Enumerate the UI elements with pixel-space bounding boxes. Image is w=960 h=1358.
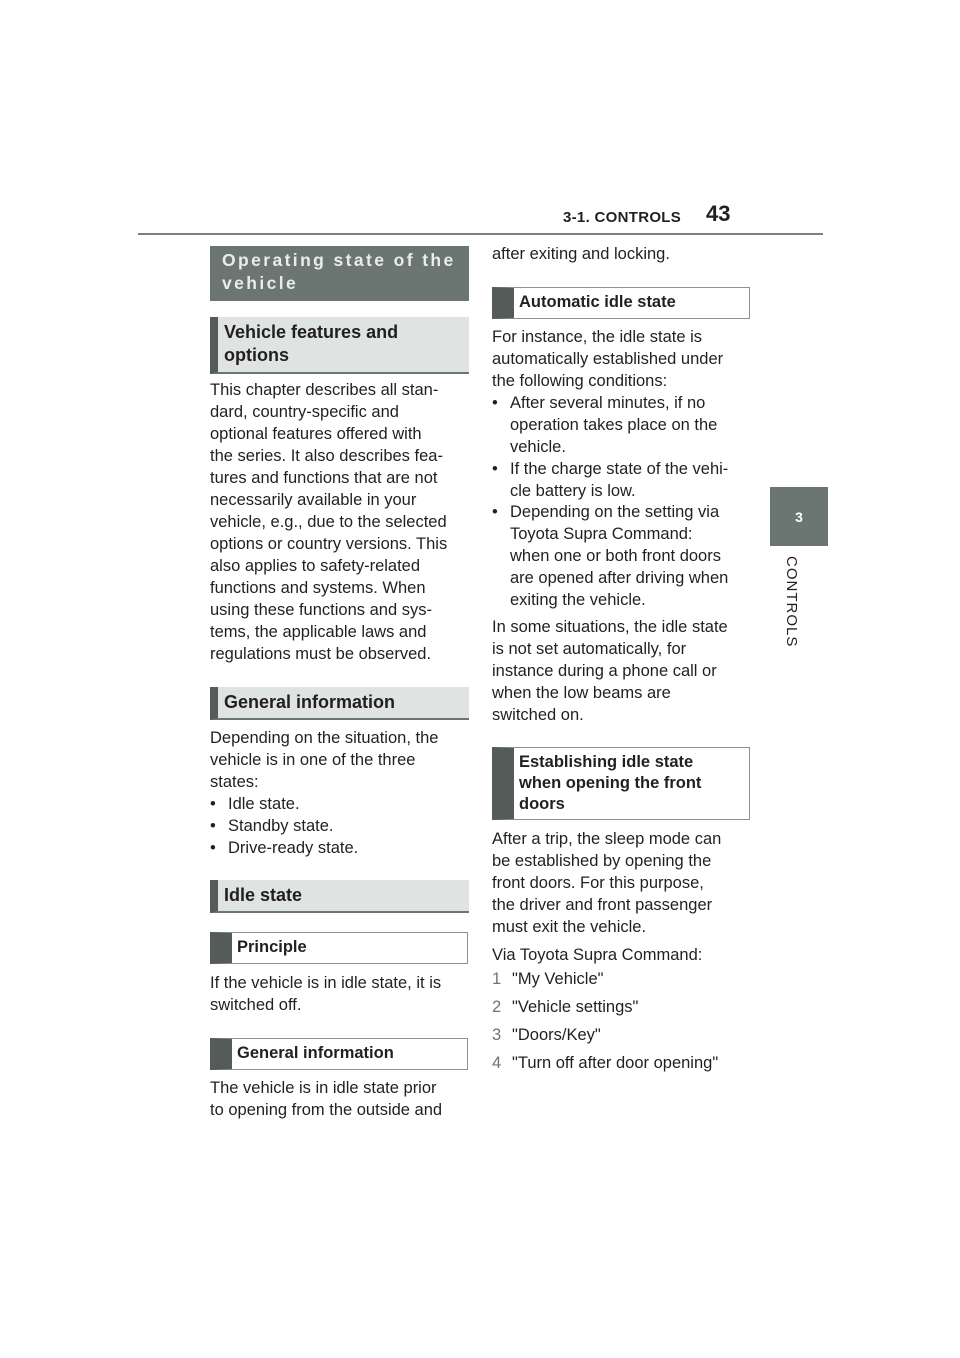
- body-line: states:: [210, 773, 259, 791]
- body-line: optional features offered with: [210, 425, 422, 443]
- step-text: "Vehicle settings": [512, 998, 639, 1016]
- chapter-tab[interactable]: [770, 487, 828, 546]
- step-item: [492, 997, 638, 1019]
- body-line: also applies to safety-related: [210, 557, 421, 575]
- subheading-general-information: General information: [210, 1038, 468, 1070]
- body-line: switched off.: [210, 996, 302, 1014]
- chapter-tab-label: CONTROLS: [783, 556, 800, 648]
- body-line: dard, country-specific and: [210, 403, 399, 421]
- body-line: options or country versions. This: [210, 535, 448, 553]
- list-item: • After several minutes, if no operation takes place on the vehicle.: [492, 394, 718, 456]
- body-line: must exit the vehicle.: [492, 918, 647, 936]
- list-item: • If the charge state of the vehi- cle battery is low.: [492, 460, 729, 500]
- body-line: instance during a phone call or: [492, 662, 717, 680]
- body-line: tems, the applicable laws and: [210, 623, 427, 641]
- step-number: 3: [492, 1026, 502, 1044]
- step-item: [492, 1025, 601, 1047]
- body-line: vehicle, e.g., due to the selected: [210, 513, 447, 531]
- chapter-tab-number: 3: [795, 508, 803, 525]
- header-divider: [138, 233, 823, 235]
- step-number: 2: [492, 998, 502, 1016]
- body-line: After a trip, the sleep mode can: [492, 830, 722, 848]
- step-text: "My Vehicle": [512, 970, 604, 988]
- subheading-principle: Principle: [210, 932, 468, 964]
- body-line: necessarily available in your: [210, 491, 417, 509]
- body-line: In some situations, the idle state: [492, 618, 728, 636]
- subheading-line: Establishing idle state: [519, 753, 694, 771]
- body-line: be established by opening the: [492, 852, 712, 870]
- list-item: • Standby state.: [210, 817, 334, 835]
- subheading-line: doors: [519, 795, 565, 813]
- section-heading-general-information: General information: [210, 687, 469, 720]
- body-line: to opening from the outside and: [210, 1101, 443, 1119]
- body-line: when the low beams are: [492, 684, 671, 702]
- list-item: • Depending on the setting via Toyota Supra Command: when one or both front doors are opened after driving when exiting the vehicle.: [492, 503, 729, 609]
- body-line: This chapter describes all stan-: [210, 381, 439, 399]
- body-line: the following conditions:: [492, 372, 668, 390]
- body-line: is not set automatically, for: [492, 640, 687, 658]
- list-item: • Idle state.: [210, 795, 300, 813]
- body-line: vehicle is in one of the three: [210, 751, 416, 769]
- body-line: the driver and front passenger: [492, 896, 713, 914]
- subheading-automatic-idle-state: Automatic idle state: [492, 287, 750, 319]
- body-line: front doors. For this purpose,: [492, 874, 704, 892]
- step-item: [492, 969, 604, 991]
- step-number: 4: [492, 1054, 502, 1072]
- body-line: tures and functions that are not: [210, 469, 438, 487]
- subheading-establishing-idle-state: [492, 747, 750, 820]
- step-text: "Doors/Key": [512, 1026, 601, 1044]
- body-line: regulations must be observed.: [210, 645, 432, 663]
- body-line: the series. It also describes fea-: [210, 447, 443, 465]
- body-line: If the vehicle is in idle state, it is: [210, 974, 442, 992]
- body-line: Depending on the situation, the: [210, 729, 439, 747]
- running-header-section: 3-1. CONTROLS: [563, 209, 682, 226]
- list-item: • Drive-ready state.: [210, 839, 359, 857]
- body-line: after exiting and locking.: [492, 245, 670, 263]
- body-line: using these functions and sys-: [210, 601, 432, 619]
- subheading-line: when opening the front: [519, 774, 702, 792]
- body-line: automatically established under: [492, 350, 724, 368]
- step-text: "Turn off after door opening": [512, 1054, 719, 1072]
- step-number: 1: [492, 970, 502, 988]
- section-heading-vehicle-features: Vehicle features and options: [210, 317, 469, 374]
- body-line: The vehicle is in idle state prior: [210, 1079, 437, 1097]
- chapter-title: Operating state of the vehicle: [210, 246, 469, 301]
- page-number: 43: [706, 201, 731, 226]
- body-line: Via Toyota Supra Command:: [492, 946, 703, 964]
- body-line: switched on.: [492, 706, 584, 724]
- step-item: [492, 1053, 718, 1075]
- body-line: For instance, the idle state is: [492, 328, 703, 346]
- section-heading-idle-state: Idle state: [210, 880, 469, 913]
- body-line: functions and systems. When: [210, 579, 426, 597]
